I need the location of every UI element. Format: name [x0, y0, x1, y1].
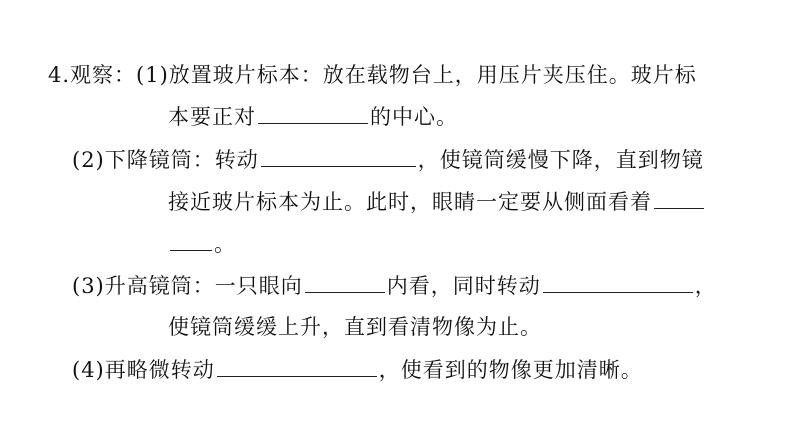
step-1-text: (1)放置玻片标本：放在载物台上，用压片夹压住。玻片标: [136, 63, 697, 87]
answer-blank-3-part-2[interactable]: [170, 228, 212, 251]
step-3-text-c: ，: [694, 274, 717, 298]
step-4-text-a: (4)再略微转动: [72, 358, 215, 382]
answer-blank-4[interactable]: [305, 270, 385, 293]
step-3-text-b: 内看，同时转动: [386, 274, 541, 298]
step-4-text-b: ，使看到的物像更加清晰。: [378, 358, 643, 382]
answer-blank-3-part-1[interactable]: [654, 186, 704, 209]
step-2-text-c: 接近玻片标本为止。此时，眼睛一定要从侧面看着: [168, 190, 652, 214]
step-3-text-a: (3)升高镜筒：一只眼向: [72, 274, 303, 298]
step-1-text-cont-a: 本要正对: [168, 105, 256, 129]
answer-blank-5[interactable]: [543, 270, 693, 293]
answer-blank-2[interactable]: [261, 144, 416, 167]
question-title: 观察：: [70, 63, 137, 87]
question-number: 4.: [48, 63, 71, 87]
answer-blank-1[interactable]: [258, 101, 368, 124]
question-4-line-8: [72, 354, 643, 385]
answer-blank-6[interactable]: [217, 354, 377, 377]
question-4-line-6: [72, 270, 717, 301]
step-2-text-d: 。: [214, 232, 236, 256]
question-4-line-7: [168, 312, 542, 342]
step-2-text-a: (2)下降镜筒：转动: [72, 148, 259, 172]
question-4-line-2: [168, 101, 458, 132]
question-4-line-5: [168, 228, 236, 259]
question-4-line-4: [168, 186, 706, 217]
step-2-text-b: ，使镜筒缓慢下降，直到物镜: [417, 148, 704, 172]
step-1-text-cont-b: 的中心。: [370, 105, 458, 129]
question-4-line-1: [48, 60, 697, 90]
step-3-text-d: 使镜筒缓缓上升，直到看清物像为止。: [168, 315, 542, 339]
question-4-line-3: [72, 144, 704, 175]
